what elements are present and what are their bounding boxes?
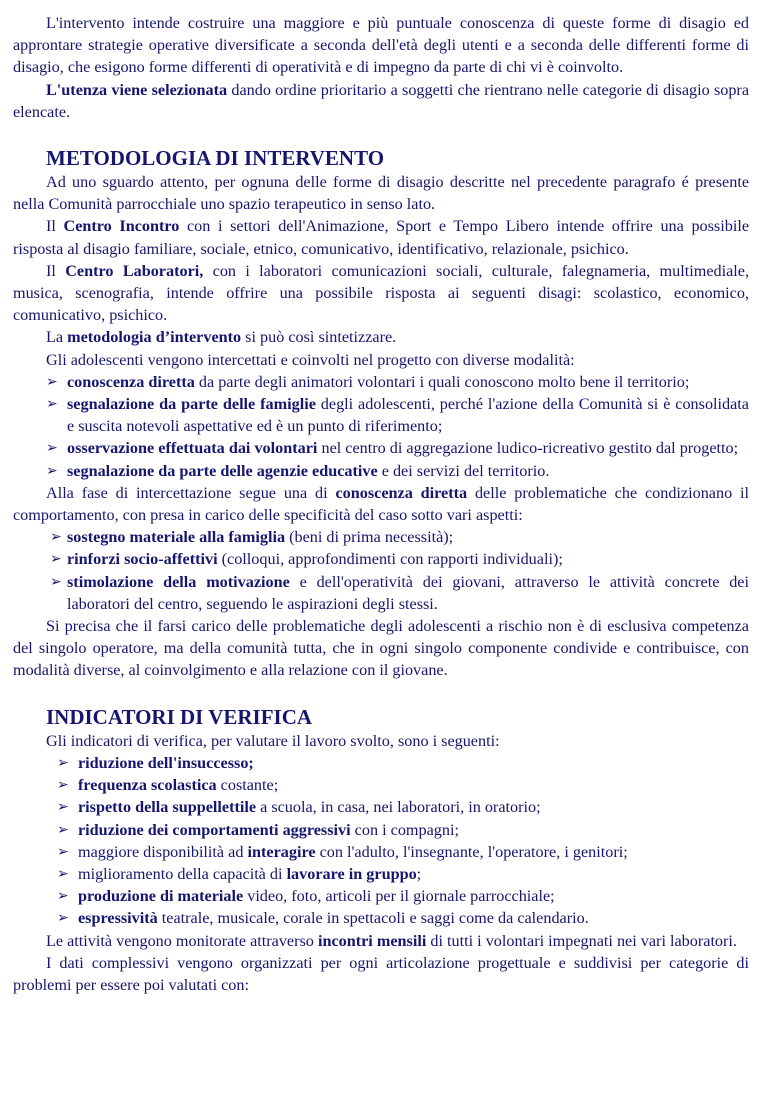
- metodologia-paragraph-centro-laboratori: [13, 260, 749, 327]
- bold-text: segnalazione da parte delle agenzie educative: [67, 461, 378, 480]
- intro-paragraph: L'intervento intende costruire una maggiore e più puntuale conoscenza di queste forme di disagio ed approntare strategie operative diversificate a seconda dell'età degli utenti e a seconda delle differenti forme di disagio, che esigono forme differenti di operatività e di impegno da parte di chi vi è coinvolto.: [13, 14, 749, 77]
- text: con i laboratori comunicazioni sociali, culturale, falegnameria, multimediale, musica, scenografia, intende offrire una possibile risposta ai seguenti disagi: scolastico, economico, comunicativo, psichico.: [13, 261, 750, 325]
- list-item: [13, 548, 749, 570]
- bold-text: stimolazione della motivazione: [67, 572, 290, 591]
- metodologia-paragraph-conoscenza: [13, 482, 749, 526]
- list-item: [13, 526, 749, 548]
- bold-text: segnalazione da parte delle famiglie: [67, 395, 316, 414]
- arrowhead-right-icon: ➢: [46, 440, 58, 457]
- text: delle problematiche che condizionano il comportamento, con presa in carico delle specificità del caso sotto vari aspetti:: [13, 483, 750, 525]
- list-item: [13, 885, 749, 907]
- bold-text: incontri mensili: [317, 931, 427, 950]
- arrowhead-right-icon: ➢: [57, 843, 69, 860]
- text: e dell'operatività dei giovani, attraverso le attività concrete dei laboratori del centro, seguendo le aspirazioni degli stessi.: [67, 572, 749, 613]
- text: di tutti i volontari impegnati nei vari laboratori.: [426, 931, 737, 950]
- text: miglioramento della capacità di: [78, 864, 287, 883]
- bold-text: osservazione effettuata dai volontari: [67, 439, 318, 458]
- arrowhead-right-icon: ➢: [57, 910, 69, 927]
- text: La: [46, 328, 68, 347]
- list-item: [13, 393, 749, 437]
- arrowhead-right-icon: ➢: [46, 396, 58, 413]
- arrowhead-right-icon: ➢: [57, 799, 69, 816]
- metodologia-paragraph-sintesi: [13, 326, 749, 348]
- text: a scuola, in casa, nei laboratori, in oratorio;: [256, 798, 541, 817]
- text: e dei servizi del territorio.: [377, 461, 550, 480]
- indicatori-paragraph-dati: I dati complessivi vengono organizzati per ogni articolazione progettuale e suddivisi per categorie di problemi per essere poi valutati con:: [13, 953, 749, 994]
- bold-text: L'utenza viene selezionata: [46, 80, 228, 99]
- arrowhead-right-icon: ➢: [50, 529, 62, 546]
- presa-in-carico-list: [13, 526, 749, 615]
- intercettazione-list: [13, 371, 749, 482]
- bold-text: riduzione dei comportamenti aggressivi: [78, 820, 351, 839]
- list-item: [13, 460, 749, 482]
- bold-text: produzione di materiale: [78, 887, 244, 906]
- text: Le attività vengono monitorate attraverso: [46, 931, 318, 950]
- bold-text: Centro Laboratori,: [65, 261, 204, 280]
- bold-text: frequenza scolastica: [78, 776, 217, 795]
- text: da parte degli animatori volontari i quali conoscono molto bene il territorio;: [194, 372, 690, 391]
- text: Il: [46, 217, 64, 236]
- text: nel centro di aggregazione ludico-ricreativo gestito dal progetto;: [317, 439, 739, 458]
- bold-text: espressività: [78, 909, 158, 928]
- bold-text: lavorare in gruppo: [286, 864, 417, 883]
- arrowhead-right-icon: ➢: [57, 888, 69, 905]
- text: maggiore disponibilità ad: [78, 842, 248, 861]
- bold-text: conoscenza diretta: [335, 483, 468, 502]
- metodologia-paragraph-comunita: Si precisa che il farsi carico delle problematiche degli adolescenti a rischio non è di esclusiva competenza del singolo operatore, ma della comunità tutta, che in ogni singolo componente condivide e contribuisce, con modalità diverse, al coinvolgimento e alla relazione con il giovane.: [13, 617, 749, 680]
- text: (colloqui, approfondimenti con rapporti individuali);: [217, 550, 563, 569]
- bold-text: interagire: [247, 842, 316, 861]
- indicatori-list: [13, 752, 749, 930]
- arrowhead-right-icon: ➢: [50, 551, 62, 568]
- list-item: [13, 907, 749, 929]
- bold-text: rinforzi socio-affettivi: [67, 550, 218, 569]
- text: ;: [416, 864, 422, 883]
- text: teatrale, musicale, corale in spettacoli e saggi come da calendario.: [157, 909, 589, 928]
- bold-text: conoscenza diretta: [67, 372, 195, 391]
- list-item: [13, 863, 749, 885]
- document-page: [13, 12, 749, 996]
- text: degli adolescenti, perché l'azione della Comunità si è consolidata e suscita notevoli aspettative ed è un punto di riferimento;: [67, 395, 749, 436]
- list-item: [13, 371, 749, 393]
- text: si può così sintetizzare.: [241, 328, 397, 347]
- text: dando ordine prioritario a soggetti che rientrano nelle categorie di disagio sopra elencate.: [13, 80, 750, 121]
- arrowhead-right-icon: ➢: [46, 373, 58, 390]
- text: costante;: [216, 776, 279, 795]
- text: Il: [46, 261, 66, 280]
- metodologia-paragraph-1: Ad uno sguardo attento, per ognuna delle forme di disagio descritte nel precedente paragrafo é presente nella Comunità parrocchiale uno spazio terapeutico in senso lato.: [13, 173, 749, 214]
- bold-text: riduzione dell'insuccesso;: [78, 753, 254, 772]
- section-title-indicatori: INDICATORI DI VERIFICA: [46, 704, 313, 729]
- list-item: [13, 437, 749, 459]
- metodologia-paragraph-centro-incontro: [13, 215, 749, 259]
- bold-text: sostegno materiale alla famiglia: [67, 528, 286, 547]
- section-title-metodologia: METODOLOGIA DI INTERVENTO: [46, 146, 385, 171]
- intro-utenza-paragraph: [13, 79, 749, 123]
- arrowhead-right-icon: ➢: [57, 865, 69, 882]
- arrowhead-right-icon: ➢: [57, 754, 69, 771]
- arrowhead-right-icon: ➢: [57, 777, 69, 794]
- arrowhead-right-icon: ➢: [50, 573, 62, 590]
- bold-text: metodologia d’intervento: [67, 328, 242, 347]
- text: Alla fase di intercettazione segue una di: [46, 483, 336, 502]
- indicatori-paragraph-1: Gli indicatori di verifica, per valutare il lavoro svolto, sono i seguenti:: [46, 731, 500, 750]
- text: con l'adulto, l'insegnante, l'operatore, i genitori;: [315, 842, 628, 861]
- list-item: [13, 774, 749, 796]
- list-item: [13, 819, 749, 841]
- list-item: [13, 571, 749, 615]
- indicatori-paragraph-monitoraggio: [13, 930, 749, 952]
- list-item: [13, 752, 749, 774]
- arrowhead-right-icon: ➢: [57, 821, 69, 838]
- bold-text: Centro Incontro: [63, 217, 180, 236]
- arrowhead-right-icon: ➢: [46, 462, 58, 479]
- text: con i compagni;: [350, 820, 459, 839]
- text: (beni di prima necessità);: [285, 528, 454, 547]
- list-item: [13, 796, 749, 818]
- metodologia-paragraph-modalita: Gli adolescenti vengono intercettati e coinvolti nel progetto con diverse modalità:: [46, 350, 575, 369]
- list-item: [13, 841, 749, 863]
- text: con i settori dell'Animazione, Sport e Tempo Libero intende offrire una possibile risposta al disagio familiare, sociale, etnico, comunicativo, identificativo, relazionale, psichico.: [13, 217, 749, 258]
- text: video, foto, articoli per il giornale parrocchiale;: [243, 887, 555, 906]
- bold-text: rispetto della suppellettile: [78, 798, 257, 817]
